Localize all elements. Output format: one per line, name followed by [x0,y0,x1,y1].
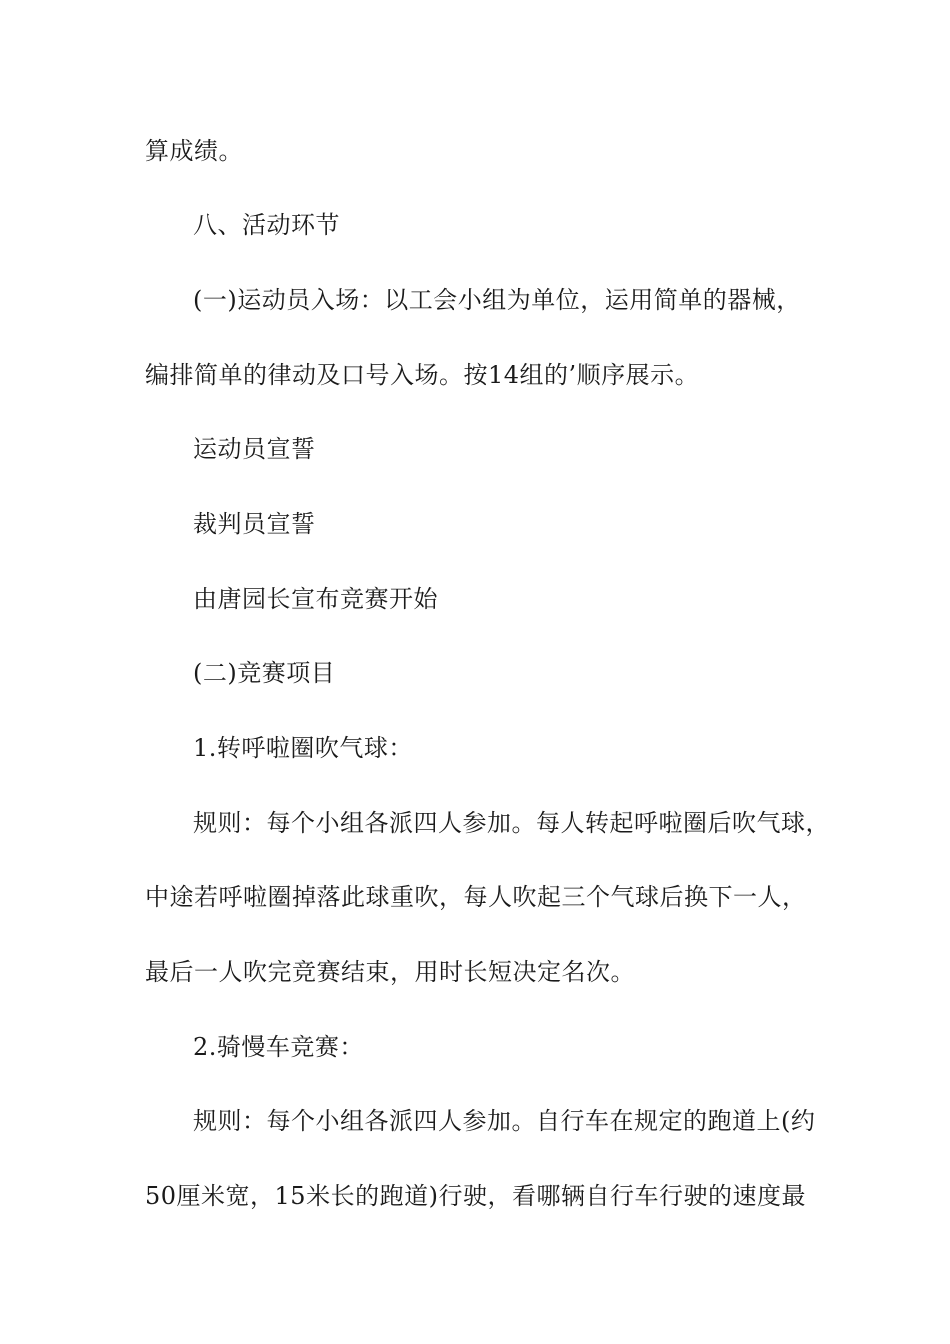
paragraph-line: 编排简单的律动及口号入场。按14组的’顺序展示。 [145,361,700,389]
paragraph-line: 由唐园长宣布竞赛开始 [193,585,438,613]
paragraph-line: 中途若呼啦圈掉落此球重吹，每人吹起三个气球后换下一人， [145,883,807,911]
paragraph-line: 最后一人吹完竞赛结束，用时长短决定名次。 [145,958,635,986]
subsection-heading: (二)竞赛项目 [193,659,336,687]
paragraph-line: 运动员宣誓 [193,435,316,463]
item-heading: 2.骑慢车竞赛： [193,1033,364,1061]
paragraph-line: 50厘米宽，15米长的跑道)行驶，看哪辆自行车行驶的速度最 [145,1182,806,1210]
paragraph-line: 规则：每个小组各派四人参加。每人转起呼啦圈后吹气球， [193,809,830,837]
paragraph-line: 规则：每个小组各派四人参加。自行车在规定的跑道上(约 [193,1107,816,1135]
paragraph-line: 算成绩。 [145,137,243,165]
item-heading: 1.转呼啦圈吹气球： [193,734,413,762]
paragraph-line: 裁判员宣誓 [193,510,316,538]
paragraph-line: (一)运动员入场：以工会小组为单位，运用简单的器械， [193,286,801,314]
section-heading: 八、活动环节 [193,211,340,239]
